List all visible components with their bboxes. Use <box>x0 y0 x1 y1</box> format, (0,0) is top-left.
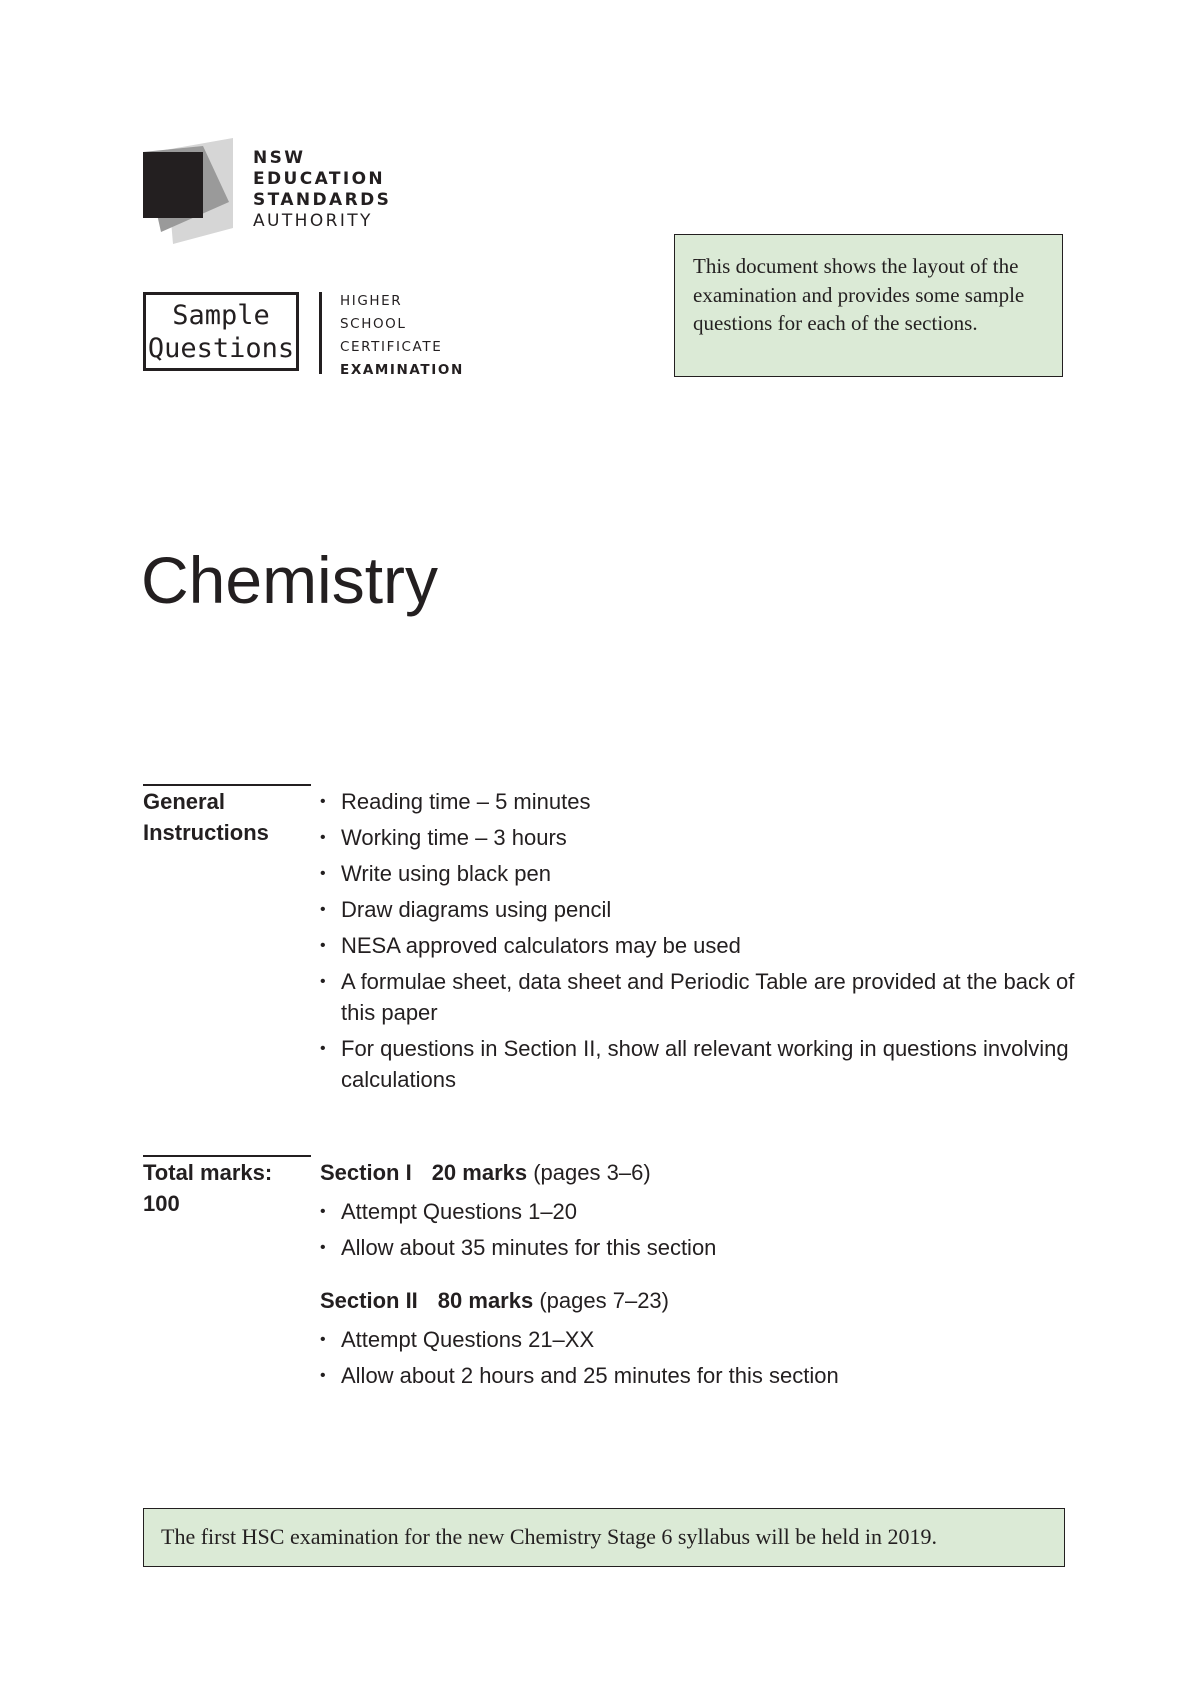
total-marks-label <box>143 1157 272 1219</box>
divider-bar <box>319 292 322 374</box>
sample-label-line: Questions <box>147 333 295 364</box>
exam-name <box>340 290 464 382</box>
list-item: • For questions in Section II, show all relevant working in questions involving calculations <box>320 1033 1080 1095</box>
list-item: • Allow about 35 minutes for this section <box>320 1232 1080 1263</box>
section-marks: 20 marks <box>431 1160 528 1185</box>
organisation-name <box>253 148 391 232</box>
section-marks: 80 marks <box>437 1288 534 1313</box>
label-line: General <box>143 789 225 814</box>
list-item: • NESA approved calculators may be used <box>320 930 1080 961</box>
section-pages: (pages 3–6) <box>533 1160 651 1185</box>
list-item: • Write using black pen <box>320 858 1080 889</box>
sample-label-line: Sample <box>172 300 270 331</box>
organisation-line: AUTHORITY <box>253 211 373 231</box>
list-item: • Draw diagrams using pencil <box>320 894 1080 925</box>
label-line: Total marks: <box>143 1160 273 1185</box>
sample-questions-badge <box>143 292 299 371</box>
section-pages: (pages 7–23) <box>539 1288 669 1313</box>
section-name: Section II <box>320 1288 418 1313</box>
general-instructions-label <box>143 786 269 848</box>
organisation-line: STANDARDS <box>253 190 392 210</box>
label-line: Instructions <box>143 820 269 845</box>
exam-name-line: CERTIFICATE <box>340 339 443 355</box>
list-item: • Allow about 2 hours and 25 minutes for this section <box>320 1360 1080 1391</box>
section-heading <box>320 1285 1080 1316</box>
exam-name-line: HIGHER <box>340 293 403 309</box>
section-name: Section I <box>320 1160 412 1185</box>
section-heading <box>320 1157 1080 1188</box>
organisation-line: EDUCATION <box>253 169 386 189</box>
page-title: Chemistry <box>141 543 439 617</box>
organisation-line: NSW <box>253 148 306 168</box>
list-item: • A formulae sheet, data sheet and Periodic Table are provided at the back of this paper <box>320 966 1080 1028</box>
list-item: • Working time – 3 hours <box>320 822 1080 853</box>
general-instructions-list <box>320 786 1080 1100</box>
layout-notice: This document shows the layout of the examination and provides some sample questions for each of the sections. <box>674 234 1063 377</box>
list-item: • Attempt Questions 1–20 <box>320 1196 1080 1227</box>
nesa-logo-icon <box>143 136 243 246</box>
list-item: • Attempt Questions 21–XX <box>320 1324 1080 1355</box>
footer-note: The first HSC examination for the new Chemistry Stage 6 syllabus will be held in 2019. <box>143 1508 1065 1567</box>
exam-name-line: EXAMINATION <box>340 362 464 378</box>
label-line: 100 <box>143 1191 180 1216</box>
list-item: • Reading time – 5 minutes <box>320 786 1080 817</box>
exam-name-line: SCHOOL <box>340 316 407 332</box>
exam-sections <box>320 1157 1080 1396</box>
